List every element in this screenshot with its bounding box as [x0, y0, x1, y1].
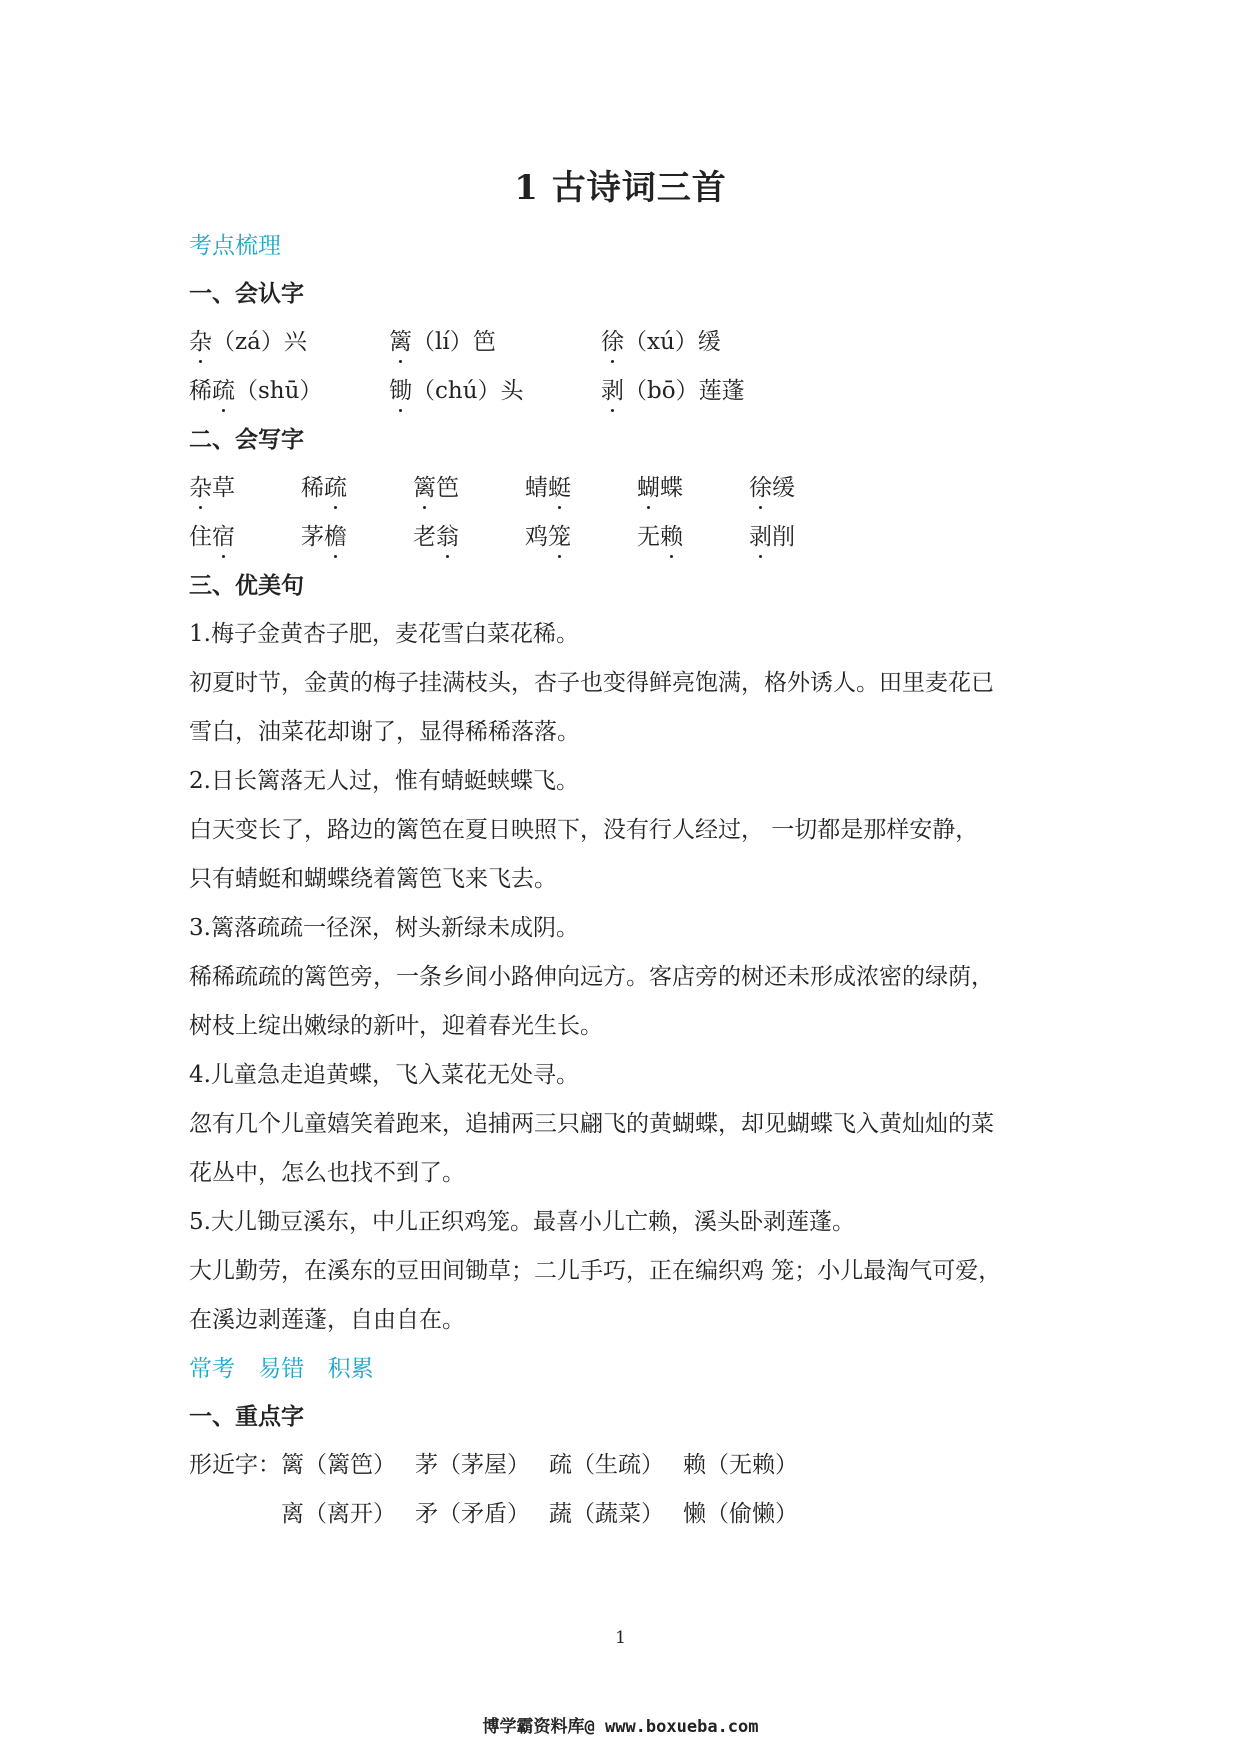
sentence-line: 1.梅子金黄杏子肥，麦花雪白菜花稀。 — [189, 621, 579, 647]
dot-mark: 疏 — [324, 464, 347, 513]
sentence-line: 大儿勤劳，在溪东的豆田间锄草；二儿手巧，正在编织鸡 笼；小儿最淘气可爱， — [189, 1258, 1002, 1284]
sentence-line: 2.日长篱落无人过，惟有蜻蜓蛱蝶飞。 — [189, 768, 579, 794]
dot-mark: 剥 — [601, 367, 624, 416]
recognize-item: 杂（zá）兴 — [189, 318, 307, 367]
recognize-item: 剥（bō）莲蓬 — [601, 367, 745, 416]
dot-mark: 赖 — [660, 513, 683, 562]
heading-key-chars: 一、重点字 — [189, 1404, 304, 1430]
recognize-item: 篱（lí）笆 — [389, 318, 496, 367]
recognize-item: 稀疏（shū） — [189, 367, 322, 416]
heading-beautiful-sentences: 三、优美句 — [189, 573, 304, 599]
similar-item: 蔬（蔬菜） — [549, 1501, 664, 1527]
sentence-line: 花丛中，怎么也找不到了。 — [189, 1160, 465, 1186]
similar-item: 疏（生疏） — [549, 1452, 664, 1478]
write-item: 徐缓 — [749, 464, 795, 513]
dot-mark: 篱 — [413, 464, 436, 513]
dot-mark: 檐 — [324, 513, 347, 562]
write-item: 老翁 — [413, 513, 459, 562]
dot-mark: 徐 — [601, 318, 624, 367]
recognize-item: 徐（xú）缓 — [601, 318, 721, 367]
dot-mark: 蝴 — [637, 464, 660, 513]
similar-item: 赖（无赖） — [683, 1452, 798, 1478]
dot-mark: 徐 — [749, 464, 772, 513]
dot-mark: 剥 — [749, 513, 772, 562]
dot-mark: 杂 — [189, 318, 212, 367]
similar-item: 篱（篱笆） — [281, 1452, 396, 1478]
write-item: 稀疏 — [301, 464, 347, 513]
dot-mark: 杂 — [189, 464, 212, 513]
sentence-line: 忽有几个儿童嬉笑着跑来，追捕两三只翩飞的黄蝴蝶，却见蝴蝶飞入黄灿灿的菜 — [189, 1111, 994, 1137]
sentence-line: 初夏时节，金黄的梅子挂满枝头，杏子也变得鲜亮饱满，格外诱人。田里麦花已 — [189, 670, 994, 696]
section-heading-frequent-errors: 常考 易错 积累 — [189, 1356, 374, 1382]
sentence-line: 4.儿童急走追黄蝶，飞入菜花无处寻。 — [189, 1062, 579, 1088]
sentence-line: 雪白，油菜花却谢了，显得稀稀落落。 — [189, 719, 580, 745]
similar-item: 茅（茅屋） — [415, 1452, 530, 1478]
dot-mark: 篱 — [389, 318, 412, 367]
write-item: 剥削 — [749, 513, 795, 562]
page-title: 1 古诗词三首 — [514, 168, 727, 208]
recognize-row — [189, 318, 1059, 367]
sentence-line: 稀稀疏疏的篱笆旁，一条乡间小路伸向远方。客店旁的树还未形成浓密的绿荫， — [189, 964, 994, 990]
heading-write-chars: 二、会写字 — [189, 427, 304, 453]
dot-mark: 笼 — [548, 513, 571, 562]
write-row — [189, 513, 1059, 562]
page-number: 1 — [615, 1628, 626, 1648]
similar-row — [189, 1441, 1059, 1490]
write-row — [189, 464, 1059, 513]
sentences-block — [189, 610, 1059, 1345]
dot-mark: 疏 — [212, 367, 235, 416]
write-item: 篱笆 — [413, 464, 459, 513]
heading-recognize-chars: 一、会认字 — [189, 281, 304, 307]
recognize-row — [189, 367, 1059, 416]
sentence-line: 只有蜻蜓和蝴蝶绕着篱笆飞来飞去。 — [189, 866, 557, 892]
footer-watermark: 博学霸资料库@ www.boxueba.com — [482, 1717, 759, 1737]
dot-mark: 宿 — [212, 513, 235, 562]
write-item: 鸡笼 — [525, 513, 571, 562]
similar-item: 懒（偷懒） — [683, 1501, 798, 1527]
section-heading-key-points: 考点梳理 — [189, 233, 281, 259]
write-item: 杂草 — [189, 464, 235, 513]
dot-mark: 蜓 — [548, 464, 571, 513]
sentence-line: 3.篱落疏疏一径深，树头新绿未成阴。 — [189, 915, 579, 941]
dot-mark: 锄 — [389, 367, 412, 416]
sentence-line: 白天变长了，路边的篱笆在夏日映照下，没有行人经过， 一切都是那样安静， — [189, 817, 979, 843]
recognize-item: 锄（chú）头 — [389, 367, 524, 416]
sentence-line: 在溪边剥莲蓬，自由自在。 — [189, 1307, 465, 1333]
similar-item: 矛（矛盾） — [415, 1501, 530, 1527]
write-item: 蜻蜓 — [525, 464, 571, 513]
write-item: 茅檐 — [301, 513, 347, 562]
content-body — [189, 222, 1059, 1539]
sentence-line: 5.大儿锄豆溪东，中儿正织鸡笼。最喜小儿亡赖，溪头卧剥莲蓬。 — [189, 1209, 855, 1235]
sentence-line: 树枝上绽出嫩绿的新叶，迎着春光生长。 — [189, 1013, 603, 1039]
dot-mark: 翁 — [436, 513, 459, 562]
similar-row — [189, 1490, 1059, 1539]
similar-label: 形近字： — [189, 1452, 281, 1478]
write-item: 无赖 — [637, 513, 683, 562]
write-item: 住宿 — [189, 513, 235, 562]
write-item: 蝴蝶 — [637, 464, 683, 513]
similar-item: 离（离开） — [281, 1501, 396, 1527]
